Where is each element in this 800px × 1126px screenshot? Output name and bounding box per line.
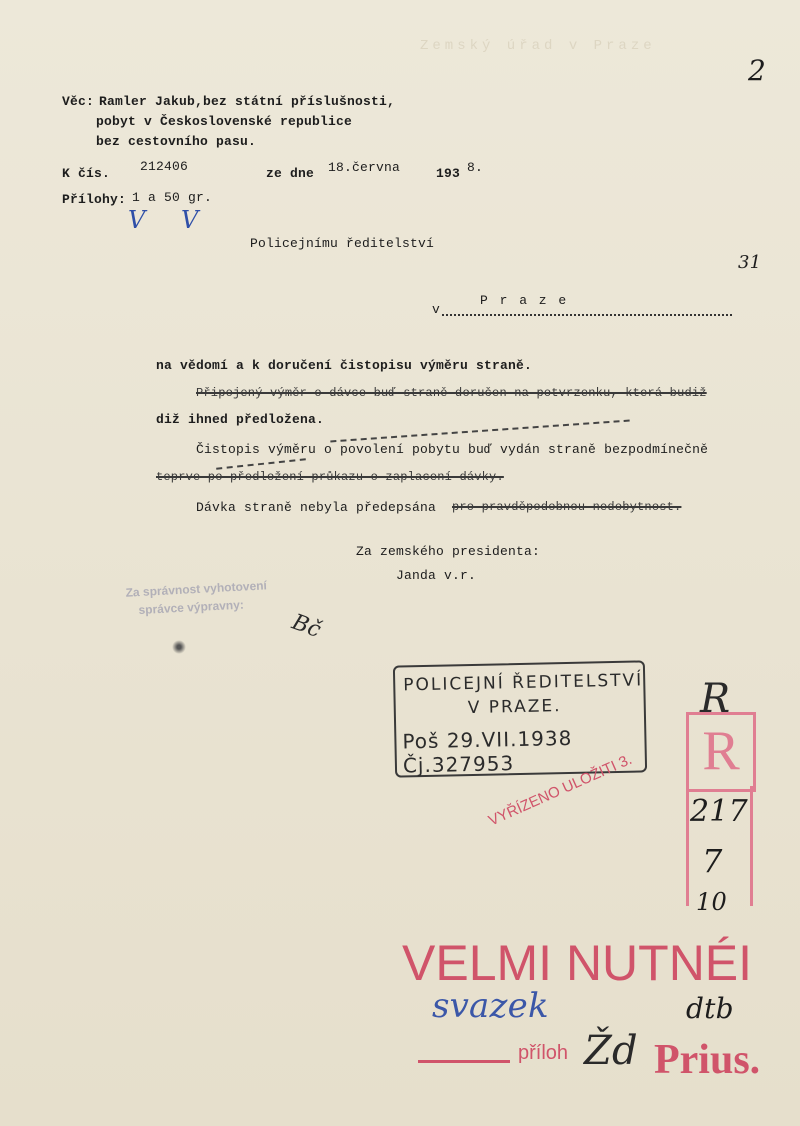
subject-line-2: pobyt v Československé republice	[96, 114, 353, 129]
velmi-nutne-stamp: VELMI NUTNÉI	[402, 935, 753, 991]
r-registration-box	[686, 712, 756, 792]
stamp-line-1: POLICEJNÍ ŘEDITELSTVÍ	[403, 670, 644, 696]
date-label: ze dne	[266, 166, 315, 181]
signature-line-1: Za zemského presidenta:	[356, 544, 541, 559]
reference-number: 212406	[140, 159, 189, 174]
handwritten-r-mark: R	[700, 676, 731, 722]
r-box-left-rule	[686, 786, 689, 906]
register-number-1: 217	[690, 794, 748, 829]
handwritten-scribble: Žd	[584, 1028, 638, 1074]
subject-line-1: Ramler Jakub,bez státní příslušnosti,	[99, 94, 396, 109]
register-number-2: 7	[702, 842, 723, 880]
attachments-label: Přílohy:	[62, 192, 127, 207]
body-line-3: Čistopis výměru o povolení pobytu buď vydán straně bezpodmínečně	[196, 442, 709, 457]
r-letter: R	[702, 720, 740, 782]
r-box-right-rule	[750, 786, 753, 906]
struck-line-2: teprve po předložení průkazu o zaplacení dávky.	[156, 470, 504, 484]
priloh-stamp: příloh	[518, 1042, 569, 1064]
dashed-correction-1	[330, 420, 629, 443]
body-line-2: diž ihned předložena.	[156, 412, 325, 427]
handwritten-initials: dtb	[686, 992, 734, 1025]
recipient-city: P r a z e	[480, 293, 569, 308]
correctness-stamp-line-1: Za správnost vyhotovení	[125, 578, 268, 600]
year-suffix: 8.	[467, 160, 484, 175]
stamp-line-2: V PRAZE.	[467, 696, 562, 719]
ink-blot	[172, 640, 186, 654]
blue-svazek-note: svazek	[432, 986, 549, 1026]
body-line-1: na vědomí a k doručení čistopisu výměru straně.	[156, 358, 533, 373]
handwritten-signature: Bč	[288, 609, 325, 644]
struck-line-3: pro pravděpodobnou nedobytnost.	[452, 500, 682, 514]
register-number-3: 10	[696, 888, 727, 916]
dashed-correction-2	[216, 458, 306, 469]
vyrizeno-stamp: VYŘÍZENO ULOŽITI 3.	[486, 750, 635, 830]
corner-number: 2	[748, 54, 767, 87]
stamp-line-3: Poš 29.VII.1938 Čj.327953	[402, 725, 573, 778]
blue-check-marks: V V	[128, 206, 213, 234]
subject-label: Věc:	[62, 94, 95, 109]
recipient-line: Policejnímu ředitelství	[250, 236, 435, 251]
year-prefix: 193	[436, 166, 461, 181]
reference-label: K čís.	[62, 166, 111, 181]
attachments-value: 1 a 50 gr.	[132, 190, 213, 205]
priloh-rule	[418, 1060, 510, 1063]
subject-line-3: bez cestovního pasu.	[96, 134, 257, 149]
correctness-stamp-line-2: správce výpravny:	[138, 597, 245, 618]
faint-letterhead: Zemský úřad v Praze	[420, 38, 656, 54]
prius-stamp: Prius.	[654, 1037, 761, 1083]
signature-line-2: Janda v.r.	[396, 568, 477, 583]
correctness-stamp	[125, 576, 268, 619]
city-underline	[442, 314, 732, 316]
recipient-v: v	[432, 302, 441, 317]
body-line-4: Dávka straně nebyla předepsána	[196, 500, 437, 515]
date-value: 18.června	[328, 160, 401, 175]
handwritten-mark-31: 31	[738, 252, 762, 273]
struck-line-1: Připojený výměr o dávce buď straně doručen na potvrzenku, která budiž	[196, 386, 707, 400]
